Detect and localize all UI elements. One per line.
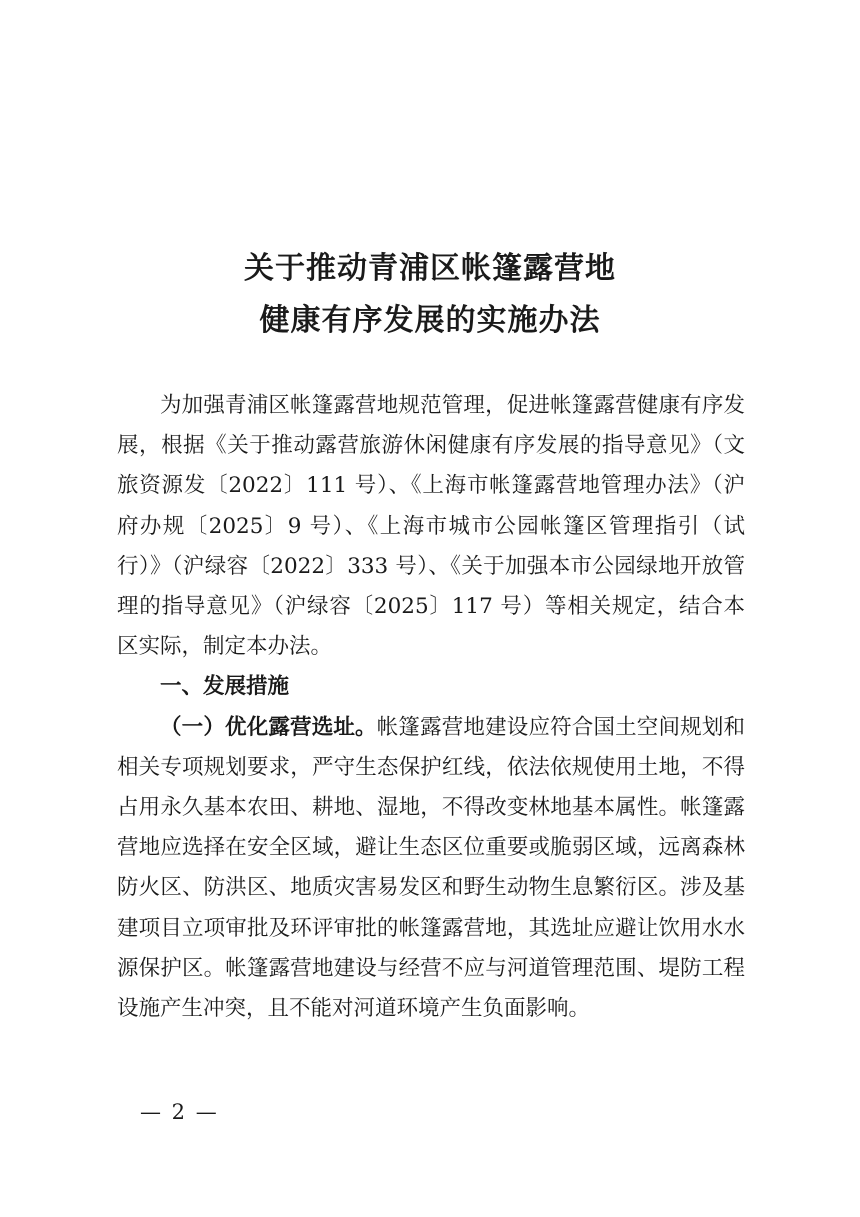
intro-paragraph: 为加强青浦区帐篷露营地规范管理，促进帐篷露营健康有序发展，根据《关于推动露营旅游休闲健康有序发展的指导意见》（文旅资源发〔2022〕111 号）、《上海市帐篷露营地管理办法》（沪府办规〔2025〕9 号）、《上海市城市公园帐篷区管理指引（试行）》（沪绿容〔2022〕333 号）、《关于加强本市公园绿地开放管理的指导意见》（沪绿容〔2025〕117 号）等相关规定，结合本区实际，制定本办法。 — [117, 393, 745, 660]
document-title — [0, 243, 860, 347]
title-line-2: 健康有序发展的实施办法 — [259, 303, 601, 338]
title-line-1: 关于推动青浦区帐篷露营地 — [244, 251, 616, 286]
subsection-paragraph — [117, 708, 745, 1030]
page-number: — 2 — — [140, 1100, 219, 1124]
subsection-lead: （一）优化露营选址。 — [160, 714, 377, 740]
subsection-text: 帐篷露营地建设应符合国土空间规划和相关专项规划要求，严守生态保护红线，依法依规使用土地，不得占用永久基本农田、耕地、湿地，不得改变林地基本属性。帐篷露营地应选择在安全区域，避让生态区位重要或脆弱区域，远离森林防火区、防洪区、地质灾害易发区和野生动物生息繁衍区。涉及基建项目立项审批及环评审批的帐篷露营地，其选址应避让饮用水水源保护区。帐篷露营地建设与经营不应与河道管理范围、堤防工程设施产生冲突，且不能对河道环境产生负面影响。 — [117, 714, 745, 1022]
document-body — [117, 386, 745, 1029]
section-heading: 一、发展措施 — [160, 674, 290, 700]
